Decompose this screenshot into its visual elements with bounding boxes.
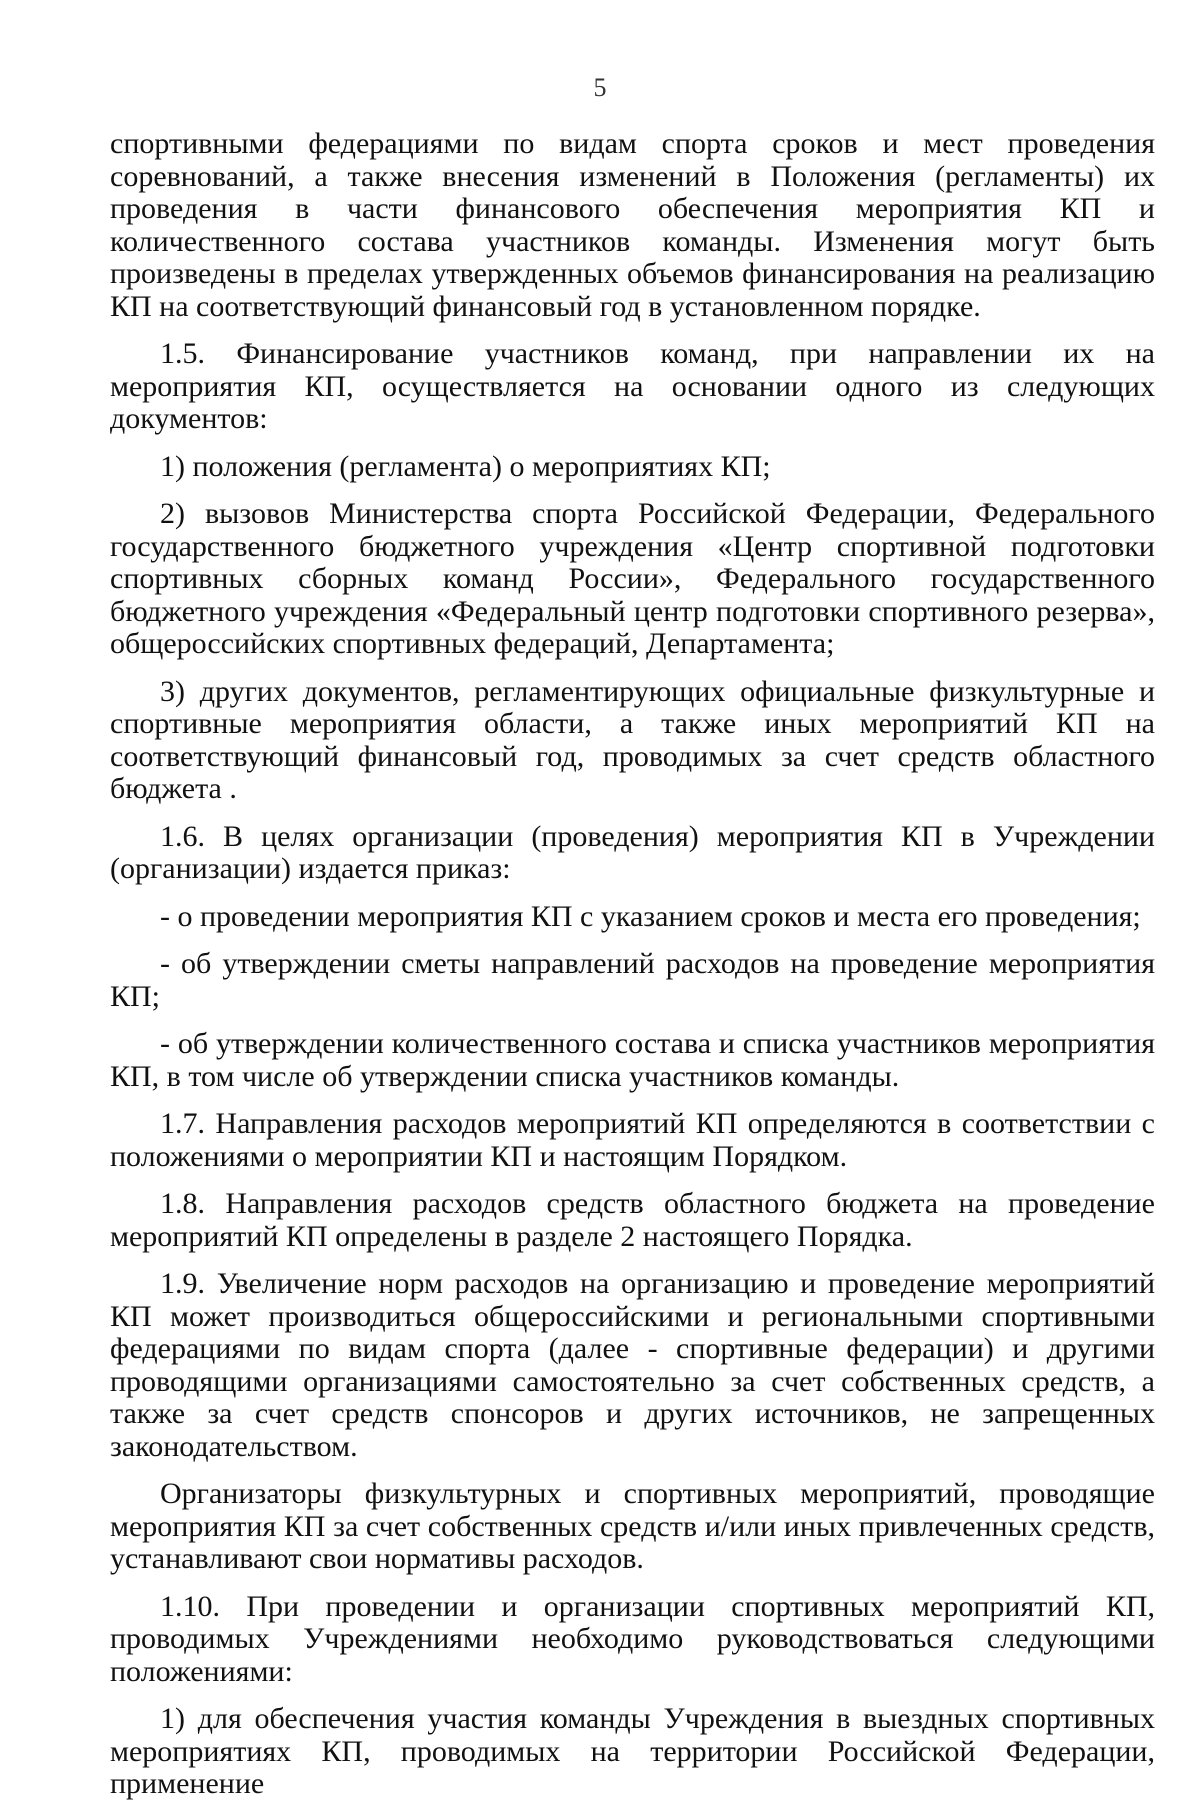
paragraph: 3) других документов, регламентирующих официальные физкультурные и спортивные мероприятия области, а также иных мероприятий КП на соответствующий финансовый год, проводимых за счет средств областного бюджета . (110, 674, 1155, 805)
paragraph: спортивными федерациями по видам спорта сроков и мест проведения соревнований, а также внесения изменений в Положения (регламенты) их проведения в части финансового обеспечения мероприятия КП и количественного состава участников команды. Изменения могут быть произведены в пределах утвержденных объемов финансирования на реализацию КП на соответствующий финансовый год в установленном порядке. (110, 127, 1155, 323)
paragraph: 1) для обеспечения участия команды Учреждения в выездных спортивных мероприятиях КП, проводимых на территории Российской Федерации, применение (110, 1702, 1155, 1800)
paragraph: 1.8. Направления расходов средств областного бюджета на проведение мероприятий КП определены в разделе 2 настоящего Порядка. (110, 1187, 1155, 1253)
paragraph: 1.10. При проведении и организации спортивных мероприятий КП, проводимых Учреждениями необходимо руководствоваться следующими положениями: (110, 1589, 1155, 1688)
page-number: 5 (593, 73, 607, 102)
paragraph: - о проведении мероприятия КП с указанием сроков и места его проведения; (160, 899, 1141, 933)
paragraph: 1.6. В целях организации (проведения) мероприятия КП в Учреждении (организации) издается приказ: (110, 819, 1155, 885)
paragraph: Организаторы физкультурных и спортивных мероприятий, проводящие мероприятия КП за счет собственных средств и/или иных привлеченных средств, устанавливают свои нормативы расходов. (110, 1477, 1155, 1575)
paragraph: 2) вызовов Министерства спорта Российской Федерации, Федерального государственного бюджетного учреждения «Центр спортивной подготовки спортивных сборных команд России», Федерального государственного бюджетного учреждения «Федеральный центр подготовки спортивного резерва», общероссийских спортивных федераций, Департамента; (110, 497, 1155, 660)
paragraph: 1.9. Увеличение норм расходов на организацию и проведение мероприятий КП может производиться общероссийскими и региональными спортивными федерациями по видам спорта (далее - спортивные федерации) и другими проводящими организациями самостоятельно за счет собственных средств, а также за счет средств спонсоров и других источников, не запрещенных законодательством. (110, 1267, 1155, 1463)
paragraph: - об утверждении количественного состава и списка участников мероприятия КП, в том числе об утверждении списка участников команды. (110, 1027, 1155, 1093)
paragraph: 1.5. Финансирование участников команд, при направлении их на мероприятия КП, осуществляется на основании одного из следующих документов: (110, 337, 1155, 435)
paragraph: 1) положения (регламента) о мероприятиях КП; (160, 449, 771, 483)
paragraph: - об утверждении сметы направлений расходов на проведение мероприятия КП; (110, 947, 1155, 1013)
document-body (110, 128, 1155, 1816)
paragraph: 1.7. Направления расходов мероприятий КП определяются в соответствии с положениями о мероприятии КП и настоящим Порядком. (110, 1107, 1155, 1173)
